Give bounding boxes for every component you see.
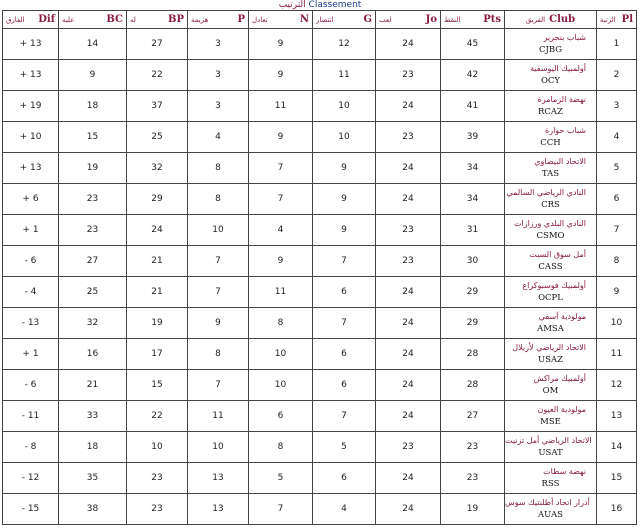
n-cell: 8 [249, 432, 313, 463]
bc-cell: 21 [59, 370, 127, 401]
bc-cell: 15 [59, 122, 127, 153]
bp-cell: 25 [127, 122, 188, 153]
bp-cell: 21 [127, 277, 188, 308]
n-cell: 6 [249, 401, 313, 432]
jo-cell: 24 [376, 153, 441, 184]
n-cell: 7 [249, 494, 313, 525]
rank-cell: 16 [597, 494, 637, 525]
bp-cell: 19 [127, 308, 188, 339]
club-code: CRS [541, 200, 560, 210]
table-row [3, 29, 637, 60]
bp-cell: 24 [127, 215, 188, 246]
pts-cell: 23 [441, 463, 505, 494]
table-row [3, 494, 637, 525]
club-code: TAS [541, 169, 560, 179]
jo-cell: 23 [376, 432, 441, 463]
rank-cell: 5 [597, 153, 637, 184]
pts-cell: 19 [441, 494, 505, 525]
header-dif [3, 11, 59, 29]
dif-cell: - 4 [3, 277, 59, 308]
rank-cell: 14 [597, 432, 637, 463]
bc-cell: 19 [59, 153, 127, 184]
n-cell: 10 [249, 370, 313, 401]
table-row [3, 153, 637, 184]
p-cell: 10 [188, 215, 249, 246]
header-bc-fr: BC [106, 14, 123, 25]
header-jo [376, 11, 441, 29]
club-code: RSS [541, 479, 560, 489]
rank-cell: 1 [597, 29, 637, 60]
rank-cell: 13 [597, 401, 637, 432]
p-cell: 8 [188, 184, 249, 215]
n-cell: 7 [249, 153, 313, 184]
header-dif-ar: الفارق [6, 15, 25, 24]
header-bc-ar: عليه [62, 15, 75, 24]
header-rank [597, 11, 637, 29]
club-code: AUAS [537, 510, 563, 520]
club-cell [505, 153, 597, 184]
jo-cell: 23 [376, 60, 441, 91]
club-code: CASS [538, 262, 563, 272]
club-code: OCY [540, 76, 561, 86]
header-club [505, 11, 597, 29]
table-row [3, 401, 637, 432]
pts-cell: 34 [441, 184, 505, 215]
club-name-arabic: شباب بنجرير [543, 33, 586, 42]
club-code: USAZ [537, 355, 564, 365]
club-code: AMSA [537, 324, 564, 334]
header-rank-ar: الرتبة [600, 15, 616, 24]
header-bp [127, 11, 188, 29]
pts-cell: 42 [441, 60, 505, 91]
pts-cell: 28 [441, 370, 505, 401]
n-cell: 7 [249, 184, 313, 215]
club-code: CJBG [538, 45, 563, 55]
table-row [3, 91, 637, 122]
club-cell [505, 60, 597, 91]
title-arabic: الترتيب [278, 0, 306, 10]
rank-cell: 2 [597, 60, 637, 91]
club-code: OM [542, 386, 559, 396]
club-code: OCPL [538, 293, 563, 303]
header-club-fr: Club [549, 14, 576, 25]
g-cell: 7 [313, 246, 376, 277]
rank-cell: 7 [597, 215, 637, 246]
page-title [0, 0, 640, 10]
bc-cell: 9 [59, 60, 127, 91]
p-cell: 7 [188, 246, 249, 277]
rank-cell: 15 [597, 463, 637, 494]
rank-cell: 12 [597, 370, 637, 401]
rank-cell: 6 [597, 184, 637, 215]
header-bc [59, 11, 127, 29]
n-cell: 4 [249, 215, 313, 246]
n-cell: 9 [249, 29, 313, 60]
header-g [313, 11, 376, 29]
p-cell: 9 [188, 308, 249, 339]
pts-cell: 30 [441, 246, 505, 277]
club-cell [505, 215, 597, 246]
bc-cell: 23 [59, 215, 127, 246]
header-p [188, 11, 249, 29]
dif-cell: + 10 [3, 122, 59, 153]
jo-cell: 24 [376, 463, 441, 494]
club-name-arabic: الاتحاد الرياضي لأزيلال [512, 343, 586, 352]
standings-body [3, 29, 637, 525]
pts-cell: 41 [441, 91, 505, 122]
club-cell [505, 463, 597, 494]
table-row [3, 370, 637, 401]
dif-cell: + 1 [3, 215, 59, 246]
header-dif-fr: Dif [38, 14, 55, 25]
bc-cell: 35 [59, 463, 127, 494]
table-row [3, 277, 637, 308]
bp-cell: 21 [127, 246, 188, 277]
club-name-arabic: النادي الرياضي السالمي [506, 188, 586, 197]
dif-cell: + 13 [3, 60, 59, 91]
rank-cell: 4 [597, 122, 637, 153]
pts-cell: 45 [441, 29, 505, 60]
bc-cell: 32 [59, 308, 127, 339]
jo-cell: 24 [376, 339, 441, 370]
jo-cell: 23 [376, 246, 441, 277]
club-name-arabic: أولمبيك فوسبوكراع [522, 281, 586, 290]
club-name-arabic: الاتحاد البيضاوي [534, 157, 586, 166]
g-cell: 4 [313, 494, 376, 525]
jo-cell: 23 [376, 215, 441, 246]
club-code: RCAZ [538, 107, 563, 117]
dif-cell: + 6 [3, 184, 59, 215]
g-cell: 12 [313, 29, 376, 60]
table-row [3, 122, 637, 153]
table-row [3, 339, 637, 370]
g-cell: 7 [313, 308, 376, 339]
header-bp-fr: BP [168, 14, 184, 25]
club-name-arabic: نهضة سطات [543, 467, 586, 476]
n-cell: 9 [249, 60, 313, 91]
bc-cell: 27 [59, 246, 127, 277]
g-cell: 6 [313, 277, 376, 308]
table-row [3, 184, 637, 215]
header-row [3, 11, 637, 29]
dif-cell: - 12 [3, 463, 59, 494]
jo-cell: 24 [376, 494, 441, 525]
g-cell: 9 [313, 184, 376, 215]
club-name-arabic: مولودية آسفي [538, 312, 586, 321]
header-bp-ar: له [130, 15, 136, 24]
bp-cell: 32 [127, 153, 188, 184]
pts-cell: 29 [441, 277, 505, 308]
g-cell: 6 [313, 463, 376, 494]
n-cell: 11 [249, 277, 313, 308]
table-row [3, 432, 637, 463]
club-cell [505, 370, 597, 401]
club-cell [505, 91, 597, 122]
n-cell: 8 [249, 308, 313, 339]
n-cell: 5 [249, 463, 313, 494]
jo-cell: 23 [376, 122, 441, 153]
n-cell: 9 [249, 246, 313, 277]
p-cell: 7 [188, 277, 249, 308]
pts-cell: 28 [441, 339, 505, 370]
g-cell: 10 [313, 122, 376, 153]
header-pts-fr: Pts [483, 14, 501, 25]
g-cell: 9 [313, 153, 376, 184]
jo-cell: 24 [376, 91, 441, 122]
club-cell [505, 432, 597, 463]
club-cell [505, 308, 597, 339]
club-name-arabic: مولودية العيون [537, 405, 586, 414]
pts-cell: 27 [441, 401, 505, 432]
dif-cell: + 13 [3, 29, 59, 60]
club-name-arabic: أولمبيك اليوسفية [530, 64, 586, 73]
p-cell: 13 [188, 494, 249, 525]
pts-cell: 34 [441, 153, 505, 184]
bp-cell: 23 [127, 494, 188, 525]
header-pts [441, 11, 505, 29]
table-row [3, 308, 637, 339]
jo-cell: 24 [376, 184, 441, 215]
jo-cell: 24 [376, 370, 441, 401]
rank-cell: 3 [597, 91, 637, 122]
pts-cell: 23 [441, 432, 505, 463]
dif-cell: + 1 [3, 339, 59, 370]
g-cell: 6 [313, 339, 376, 370]
header-pts-ar: النقط [444, 15, 461, 24]
club-cell [505, 401, 597, 432]
club-name-arabic: أدرار اتحاد أطلنتيك سوس [505, 498, 590, 507]
bc-cell: 14 [59, 29, 127, 60]
p-cell: 11 [188, 401, 249, 432]
dif-cell: + 13 [3, 153, 59, 184]
g-cell: 5 [313, 432, 376, 463]
n-cell: 11 [249, 91, 313, 122]
club-cell [505, 339, 597, 370]
header-rank-fr: Pl [621, 14, 633, 25]
pts-cell: 29 [441, 308, 505, 339]
g-cell: 11 [313, 60, 376, 91]
table-row [3, 246, 637, 277]
bc-cell: 33 [59, 401, 127, 432]
bc-cell: 18 [59, 432, 127, 463]
rank-cell: 11 [597, 339, 637, 370]
p-cell: 7 [188, 370, 249, 401]
standings-table [2, 10, 637, 525]
title-french: Classement [308, 0, 362, 10]
club-cell [505, 277, 597, 308]
bc-cell: 18 [59, 91, 127, 122]
club-cell [505, 184, 597, 215]
dif-cell: - 6 [3, 246, 59, 277]
g-cell: 6 [313, 370, 376, 401]
bp-cell: 29 [127, 184, 188, 215]
header-n-fr: N [299, 14, 309, 25]
header-p-fr: P [237, 14, 245, 25]
club-cell [505, 122, 597, 153]
bp-cell: 27 [127, 29, 188, 60]
p-cell: 4 [188, 122, 249, 153]
bp-cell: 23 [127, 463, 188, 494]
dif-cell: - 6 [3, 370, 59, 401]
n-cell: 10 [249, 339, 313, 370]
rank-cell: 10 [597, 308, 637, 339]
club-name-arabic: شباب حوارة [545, 126, 586, 135]
p-cell: 3 [188, 60, 249, 91]
n-cell: 9 [249, 122, 313, 153]
dif-cell: - 11 [3, 401, 59, 432]
header-p-ar: هزيمة [191, 15, 209, 24]
header-club-ar: الفريق [525, 15, 546, 24]
dif-cell: - 8 [3, 432, 59, 463]
pts-cell: 39 [441, 122, 505, 153]
header-g-ar: انتصار [316, 15, 334, 24]
header-jo-ar: لعب [379, 15, 392, 24]
jo-cell: 24 [376, 29, 441, 60]
bp-cell: 22 [127, 401, 188, 432]
club-name-arabic: النادي البلدي ورزازات [513, 219, 586, 228]
p-cell: 13 [188, 463, 249, 494]
club-name-arabic: نهضة الزمامرة [537, 95, 586, 104]
header-n-ar: تعادل [252, 15, 268, 24]
jo-cell: 24 [376, 401, 441, 432]
bc-cell: 16 [59, 339, 127, 370]
club-cell [505, 494, 597, 525]
club-code: USAT [538, 448, 563, 458]
bp-cell: 10 [127, 432, 188, 463]
g-cell: 10 [313, 91, 376, 122]
bc-cell: 38 [59, 494, 127, 525]
club-name-arabic: الاتحاد الرياضي أمل تزنيت [505, 436, 592, 445]
header-g-fr: G [363, 14, 372, 25]
table-row [3, 463, 637, 494]
jo-cell: 24 [376, 277, 441, 308]
bp-cell: 15 [127, 370, 188, 401]
club-code: MSE [540, 417, 561, 427]
bc-cell: 23 [59, 184, 127, 215]
club-cell [505, 29, 597, 60]
p-cell: 3 [188, 91, 249, 122]
dif-cell: - 13 [3, 308, 59, 339]
bp-cell: 22 [127, 60, 188, 91]
club-name-arabic: أمل سوق السبت [529, 250, 586, 259]
dif-cell: - 15 [3, 494, 59, 525]
g-cell: 9 [313, 215, 376, 246]
table-row [3, 215, 637, 246]
bc-cell: 25 [59, 277, 127, 308]
bp-cell: 17 [127, 339, 188, 370]
rank-cell: 9 [597, 277, 637, 308]
club-code: CCH [540, 138, 561, 148]
pts-cell: 31 [441, 215, 505, 246]
club-name-arabic: أولمبيك مراكش [533, 374, 586, 383]
dif-cell: + 19 [3, 91, 59, 122]
g-cell: 7 [313, 401, 376, 432]
header-jo-fr: Jo [425, 14, 437, 25]
p-cell: 8 [188, 339, 249, 370]
p-cell: 8 [188, 153, 249, 184]
bp-cell: 37 [127, 91, 188, 122]
rank-cell: 8 [597, 246, 637, 277]
table-row [3, 60, 637, 91]
jo-cell: 24 [376, 308, 441, 339]
p-cell: 10 [188, 432, 249, 463]
p-cell: 3 [188, 29, 249, 60]
club-code: CSMO [536, 231, 565, 241]
header-n [249, 11, 313, 29]
club-cell [505, 246, 597, 277]
